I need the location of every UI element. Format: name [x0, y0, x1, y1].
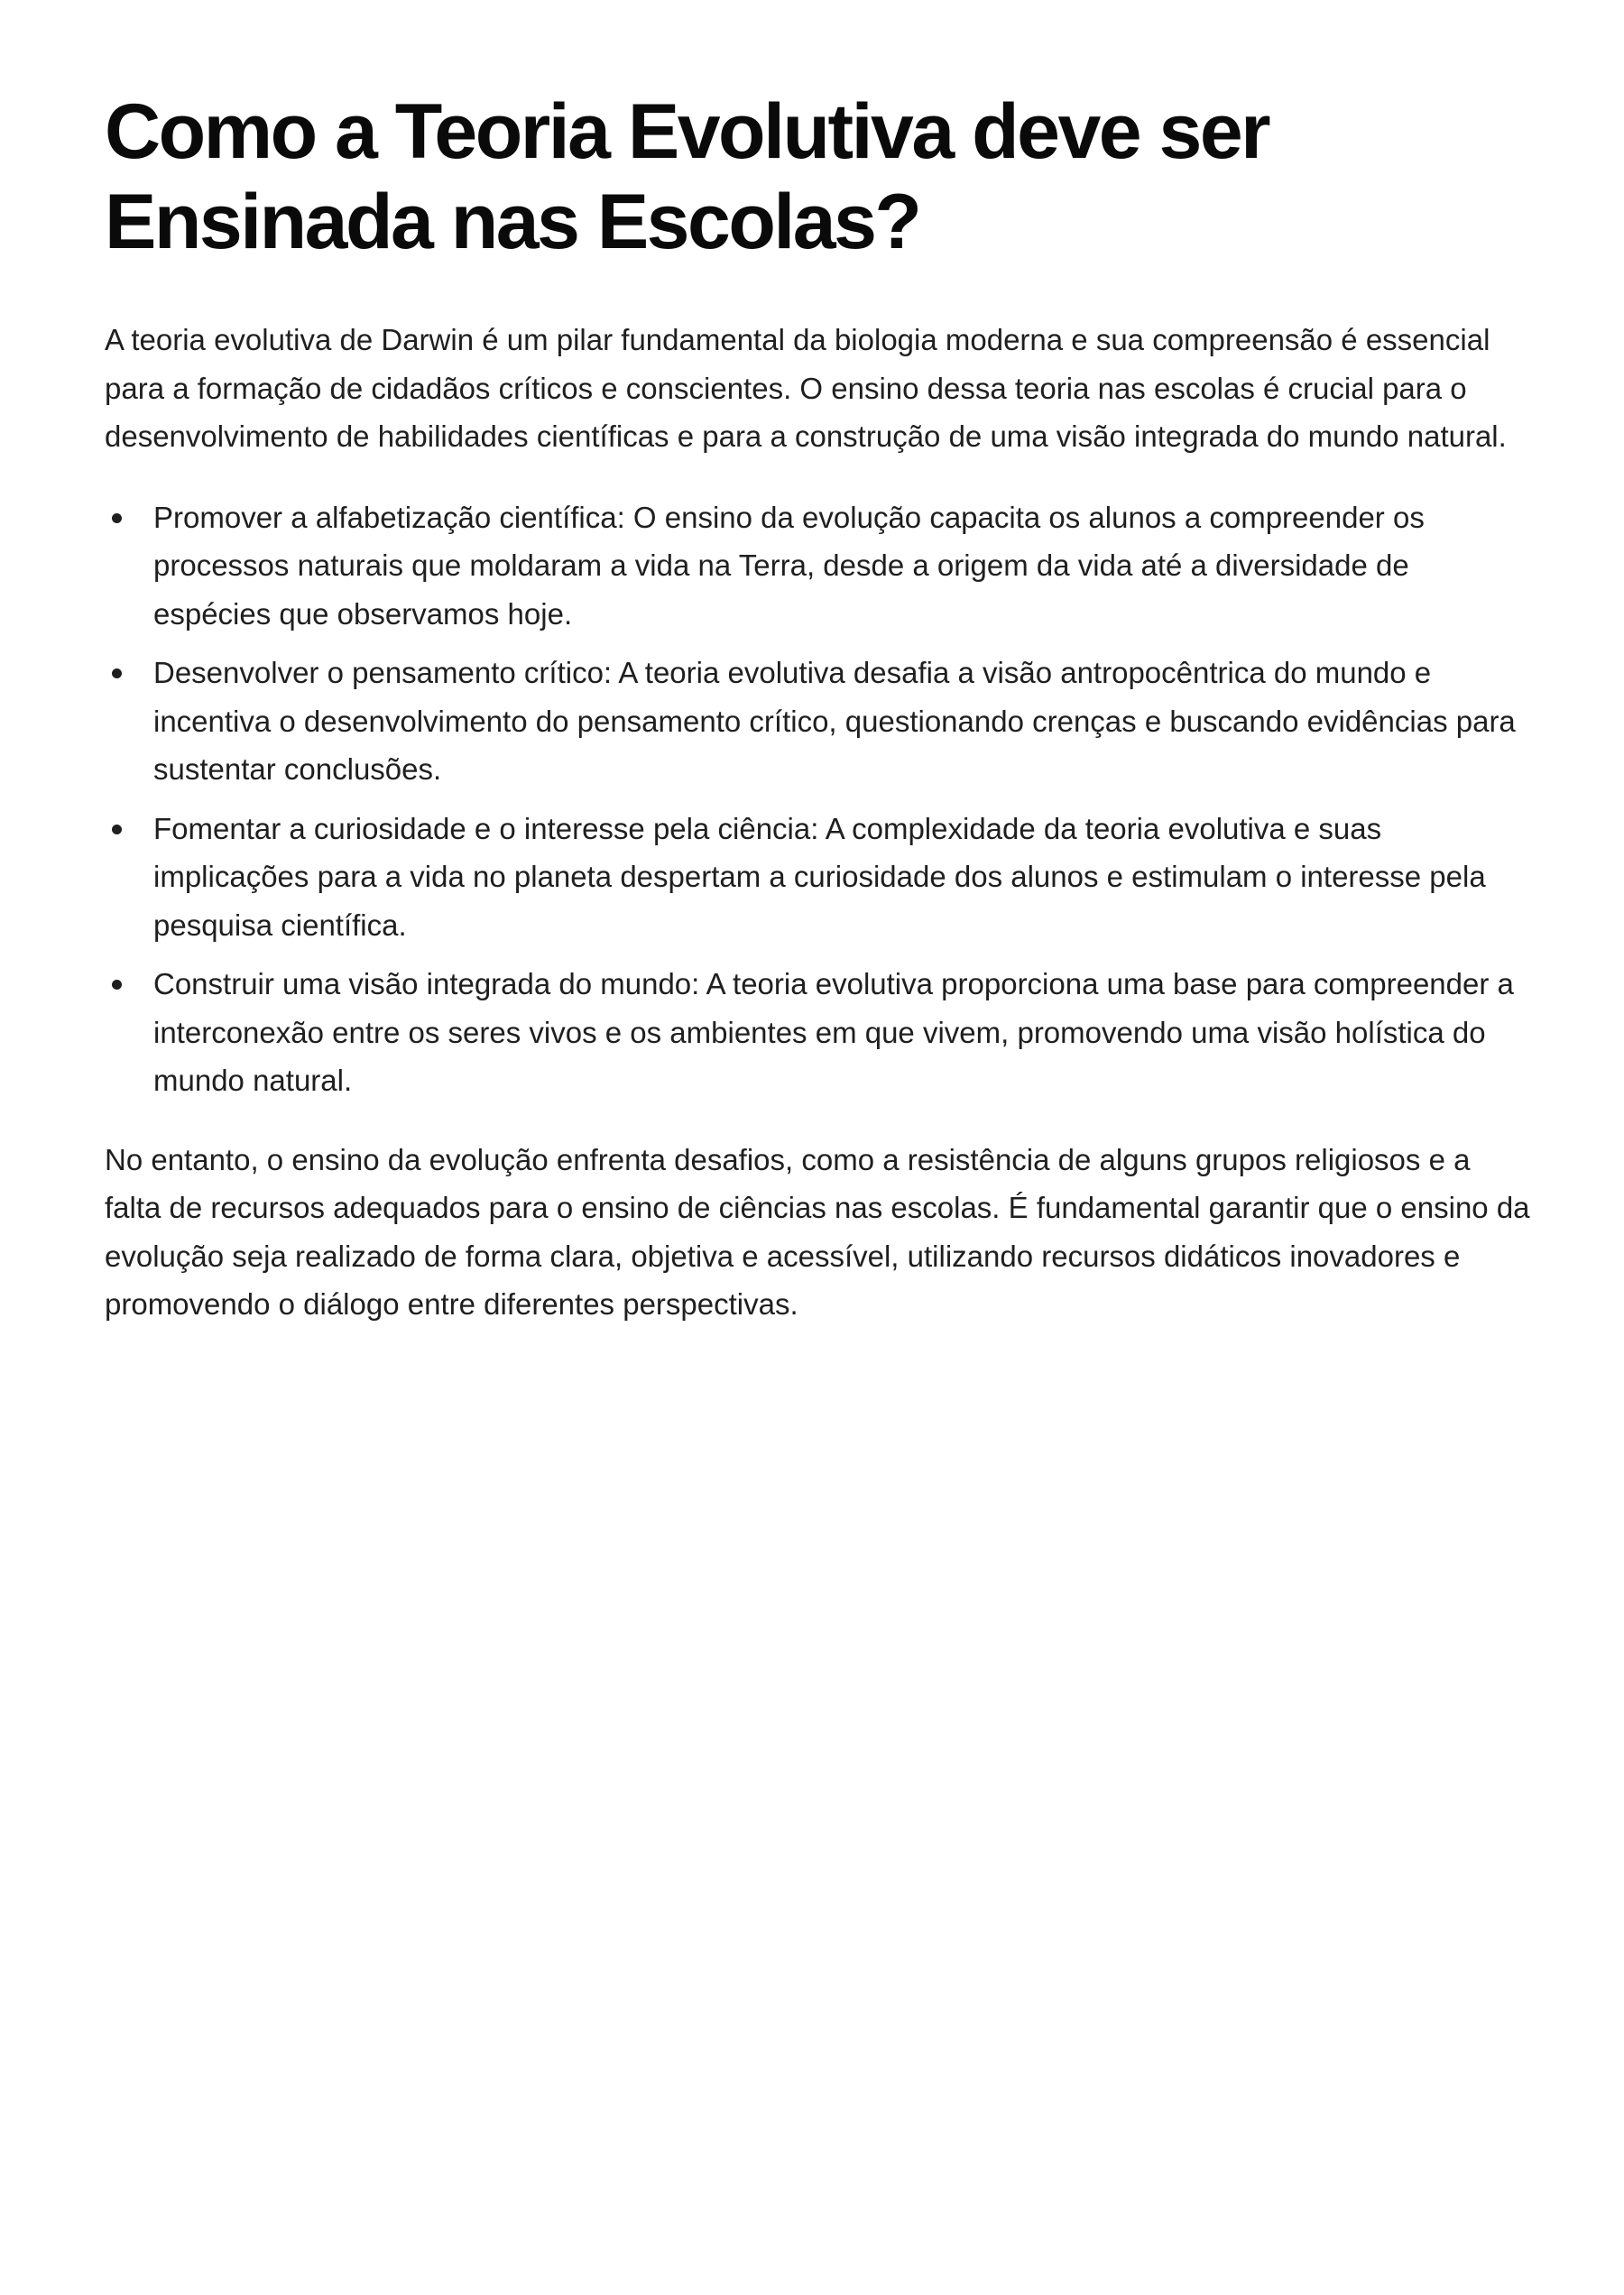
list-item-text: Promover a alfabetização científica: O ensino da evolução capacita os alunos a compreender os processos naturais que moldaram a vida na Terra, desde a origem da vida até a diversidade de espécies que observamos hoje. [153, 500, 1425, 631]
closing-paragraph: No entanto, o ensino da evolução enfrenta desafios, como a resistência de alguns grupos religiosos e a falta de recursos adequados para o ensino de ciências nas escolas. É fundamental garantir que o ensino da evolução seja realizado de forma clara, objetiva e acessível, utilizando recursos didáticos inovadores e promovendo o diálogo entre diferentes perspectivas. [105, 1142, 1530, 1321]
list-item-text: Desenvolver o pensamento crítico: A teoria evolutiva desafia a visão antropocêntrica do mundo e incentiva o desenvolvimento do pensamento crítico, questionando crenças e buscando evidências para sustentar conclusões. [153, 656, 1516, 786]
list-item [105, 805, 1530, 950]
list-item-text: Fomentar a curiosidade e o interesse pela ciência: A complexidade da teoria evolutiva e suas implicações para a vida no planeta despertam a curiosidade dos alunos e estimulam o interesse pela pesquisa científica. [153, 811, 1486, 942]
bullet-icon [112, 980, 122, 990]
page-title: Como a Teoria Evolutiva deve ser Ensinada nas Escolas? [105, 88, 1269, 265]
document-page [105, 87, 1530, 1329]
bullet-icon [112, 668, 122, 678]
intro-paragraph: A teoria evolutiva de Darwin é um pilar fundamental da biologia moderna e sua compreensão é essencial para a formação de cidadãos críticos e conscientes. O ensino dessa teoria nas escolas é crucial para o desenvolvimento de habilidades científicas e para a construção de uma visão integrada do mundo natural. [105, 323, 1507, 453]
bullet-icon [112, 513, 122, 523]
bullet-icon [112, 825, 122, 834]
list-item [105, 493, 1530, 639]
bullet-list [105, 493, 1530, 1105]
list-item [105, 649, 1530, 794]
list-item [105, 960, 1530, 1105]
list-item-text: Construir uma visão integrada do mundo: A teoria evolutiva proporciona uma base para compreender a interconexão entre os seres vivos e os ambientes em que vivem, promovendo uma visão holística do mundo natural. [153, 967, 1514, 1097]
